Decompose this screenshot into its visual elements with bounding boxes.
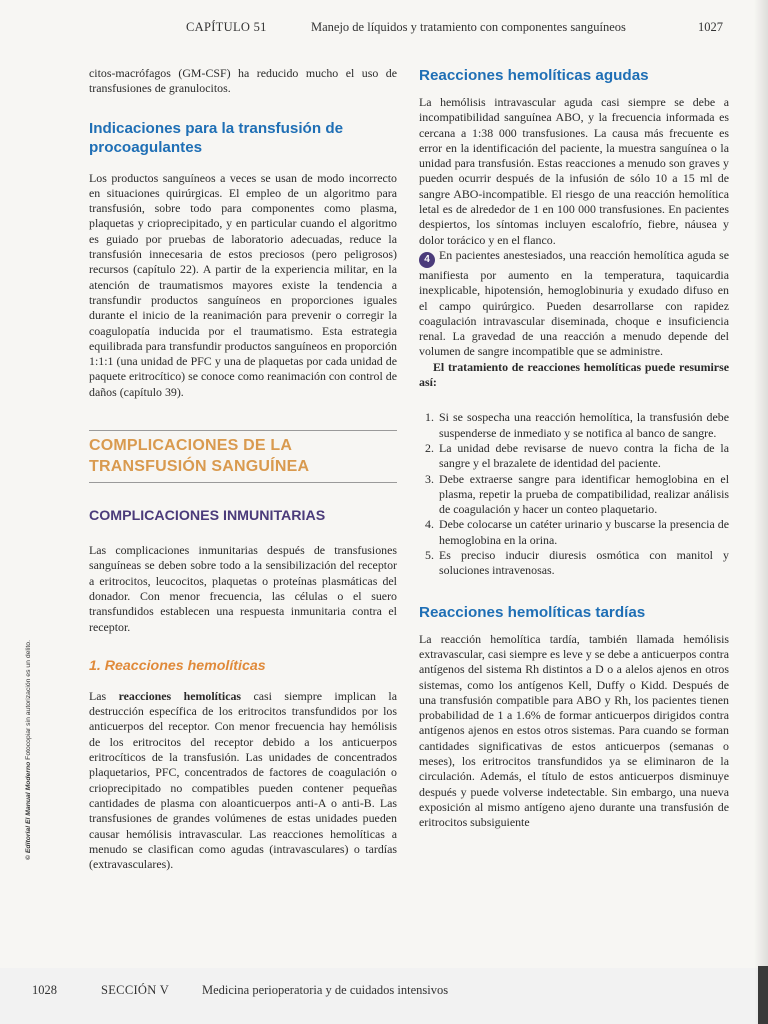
right-column — [419, 66, 729, 830]
list-item — [419, 410, 729, 441]
header-page-number: 1027 — [698, 20, 723, 34]
running-footer — [0, 983, 768, 1003]
list-item-number: 2. — [425, 440, 434, 455]
procoagulant-heading: Indicaciones para la transfusión de procoagulantes — [89, 119, 344, 156]
treatment-intro: El tratamiento de reacciones hemolíticas puede resumirse así: — [419, 359, 729, 390]
procoagulant-paragraph: Los productos sanguíneos a veces se usan de modo incorrecto en situaciones quirúrgicas. El empleo de un algoritmo para transfusión, sobre todo para componentes como plasma, plaquetas y crioprecipitado, y en particular cuando el algoritmo es guiado por pruebas de laboratorio adecuadas, reduce la transfusión innecesaria de estos preciosos (pero peligrosos) recursos (capítulo 22). A partir de la experiencia militar, en la atención de traumatismos mayores existe la tendencia a transfundir productos sanguíneos en proporciones iguales durante el inicio de la reanimación para prevenir o corregir la coagulopatía inducida por el traumatismo. Esta estrategia equilibrada para transfundir productos sanguíneos en proporción 1:1:1 (una unidad de PFC y una de plaquetas por cada unidad de paquete eritrocítico) se conoce como reanimación con control de daños (capítulo 39). — [89, 170, 397, 399]
delayed-paragraph: La reacción hemolítica tardía, también llamada hemólisis extravascular, casi siempre es leve y se debe a anticuerpos contra antígenos del sistema Rh distintos a D o a alelos ajenos en otros sistemas, como los antígenos Kell, Duffy o Kidd. Después de una transfusión compatible para ABO y Rh, los pacientes tienen probabilidad de 1 a 1.6% de formar anticuerpos dirigidos contra antígenos ajenos en estos otros sistemas. Para cuando se forman cantidades significativas de estos anticuerpos (semanas o meses), los eritrocitos transfundidos ya se eliminaron de la circulación. Además, el título de estos anticuerpos disminuye después y puede volverse indetectable. Sin embargo, una nueva exposición al mismo antígeno ajeno durante una transfusión de eritrocitos subsiguiente — [419, 631, 729, 830]
list-item-number: 1. — [425, 410, 434, 425]
delayed-heading: Reacciones hemolíticas tardías — [419, 603, 646, 621]
hemolytic-lead: Las — [89, 688, 119, 703]
list-item-text: Es preciso inducir diuresis osmótica con manitol y soluciones intravenosas. — [439, 548, 729, 578]
hemolytic-heading: 1. Reacciones hemolíticas — [89, 657, 266, 674]
left-column — [89, 66, 397, 872]
page-edge-shadow — [754, 0, 768, 1024]
treatment-list — [419, 410, 729, 578]
footer-page-number: 1028 — [32, 983, 57, 997]
anesthetized-text: En pacientes anestesiados, una reacción hemolítica aguda se manifiesta por aumento en la temperatura, taquicardia inexplicable, hipotensión, hemoglobinuria y exudado difuso en el campo quirúrgico. Pueden desarrollarse con rapidez coagulación intravascular diseminada, choque e insuficiencia renal. La gravedad de una reacción a menudo depende del volumen de sangre incompatible que se administre. — [419, 247, 729, 359]
copyright-notice — [25, 600, 32, 860]
list-item-number: 5. — [425, 548, 434, 563]
anesthetized-paragraph — [419, 248, 729, 360]
acute-paragraph: La hemólisis intravascular aguda casi siempre se debe a incompatibilidad sanguínea ABO, y la frecuencia informada es cercana a 1:38 000 transfusiones. La causa más frecuente es error en la identificación del paciente, la muestra sanguínea o la unidad para transfusión. Estas reacciones a menudo son graves y pueden ocurrir después de la infusión de sólo 10 a 15 ml de sangre ABO-incompatible. El riesgo de una reacción hemolítica letal es de alrededor de 1 en 100 000 transfusiones. En pacientes despiertos, los síntomas incluyen escalofrío, fiebre, náusea y dolor torácico y en el flanco. — [419, 95, 729, 247]
list-item-text: La unidad debe revisarse de nuevo contra la ficha de la sangre y el brazalete de identidad del paciente. — [439, 440, 729, 471]
copyright-publisher: © Editorial El Manual Moderno — [25, 761, 32, 860]
footer-section: SECCIÓN V — [101, 983, 170, 997]
section-heading: COMPLICACIONES DE LA TRANSFUSIÓN SANGUÍNEA — [89, 437, 310, 476]
immune-paragraph: Las complicaciones inmunitarias después de transfusiones sanguíneas se deben sobre todo a la sensibilización del receptor a eritrocitos, leucocitos, plaquetas o proteínas plasmáticas del donador. Con menor frecuencia, las células o el suero transfundidos establecen una respuesta inmunitaria contra el receptor. — [89, 543, 397, 634]
immune-heading: COMPLICACIONES INMUNITARIAS — [89, 508, 326, 525]
acute-heading: Reacciones hemolíticas agudas — [419, 67, 649, 84]
header-title: Manejo de líquidos y tratamiento con componentes sanguíneos — [311, 20, 626, 34]
hemolytic-body: casi siempre implican la destrucción específica de los eritrocitos transfundidos por los anticuerpos del receptor. Con menor frecuencia hay hemólisis de los eritrocitos del receptor debido a los anticuerpos eritrocíticos de la transfusión. Las unidades de concentrados plaquetarios, PFC, concentrados de factores de coagulación o crioprecipitado no compatibles pueden contener pequeñas cantidades de plasma con aloanticuerpos anti-A o anti-B. Las transfusiones de grandes volúmenes de estas unidades pueden causar hemólisis intravascular. Las reacciones hemolíticas a menudo se clasifican como agudas (intravasculares) o tardías (extravasculares). — [89, 688, 397, 872]
copyright-warning: Fotocopiar sin autorización es un delito. — [25, 640, 32, 762]
list-item — [419, 441, 729, 472]
intro-paragraph: citos-macrófagos (GM-CSF) ha reducido mucho el uso de transfusiones de granulocitos. — [89, 66, 397, 96]
footer-title: Medicina perioperatoria y de cuidados intensivos — [202, 983, 449, 997]
list-item — [419, 517, 729, 548]
hemolytic-term: reacciones hemolíticas — [118, 688, 242, 703]
header-chapter: CAPÍTULO 51 — [186, 20, 267, 34]
list-item-number: 4. — [425, 517, 434, 532]
list-item-text: Debe extraerse sangre para identificar hemoglobina en el plasma, repetir la prueba de compatibilidad, realizar análisis de coagulación y hacer un conteo plaquetario. — [439, 471, 729, 517]
running-header — [0, 20, 768, 40]
list-item — [419, 472, 729, 518]
hemolytic-paragraph — [89, 689, 397, 873]
key-point-marker: 4 — [419, 252, 435, 268]
list-item-number: 3. — [425, 471, 434, 486]
list-item — [419, 548, 729, 579]
list-item-text: Debe colocarse un catéter urinario y buscarse la presencia de hemoglobina en la orina. — [439, 517, 729, 547]
list-item-text: Si se sospecha una reacción hemolítica, la transfusión debe suspenderse de inmediato y se notifica al banco de sangre. — [439, 410, 729, 440]
